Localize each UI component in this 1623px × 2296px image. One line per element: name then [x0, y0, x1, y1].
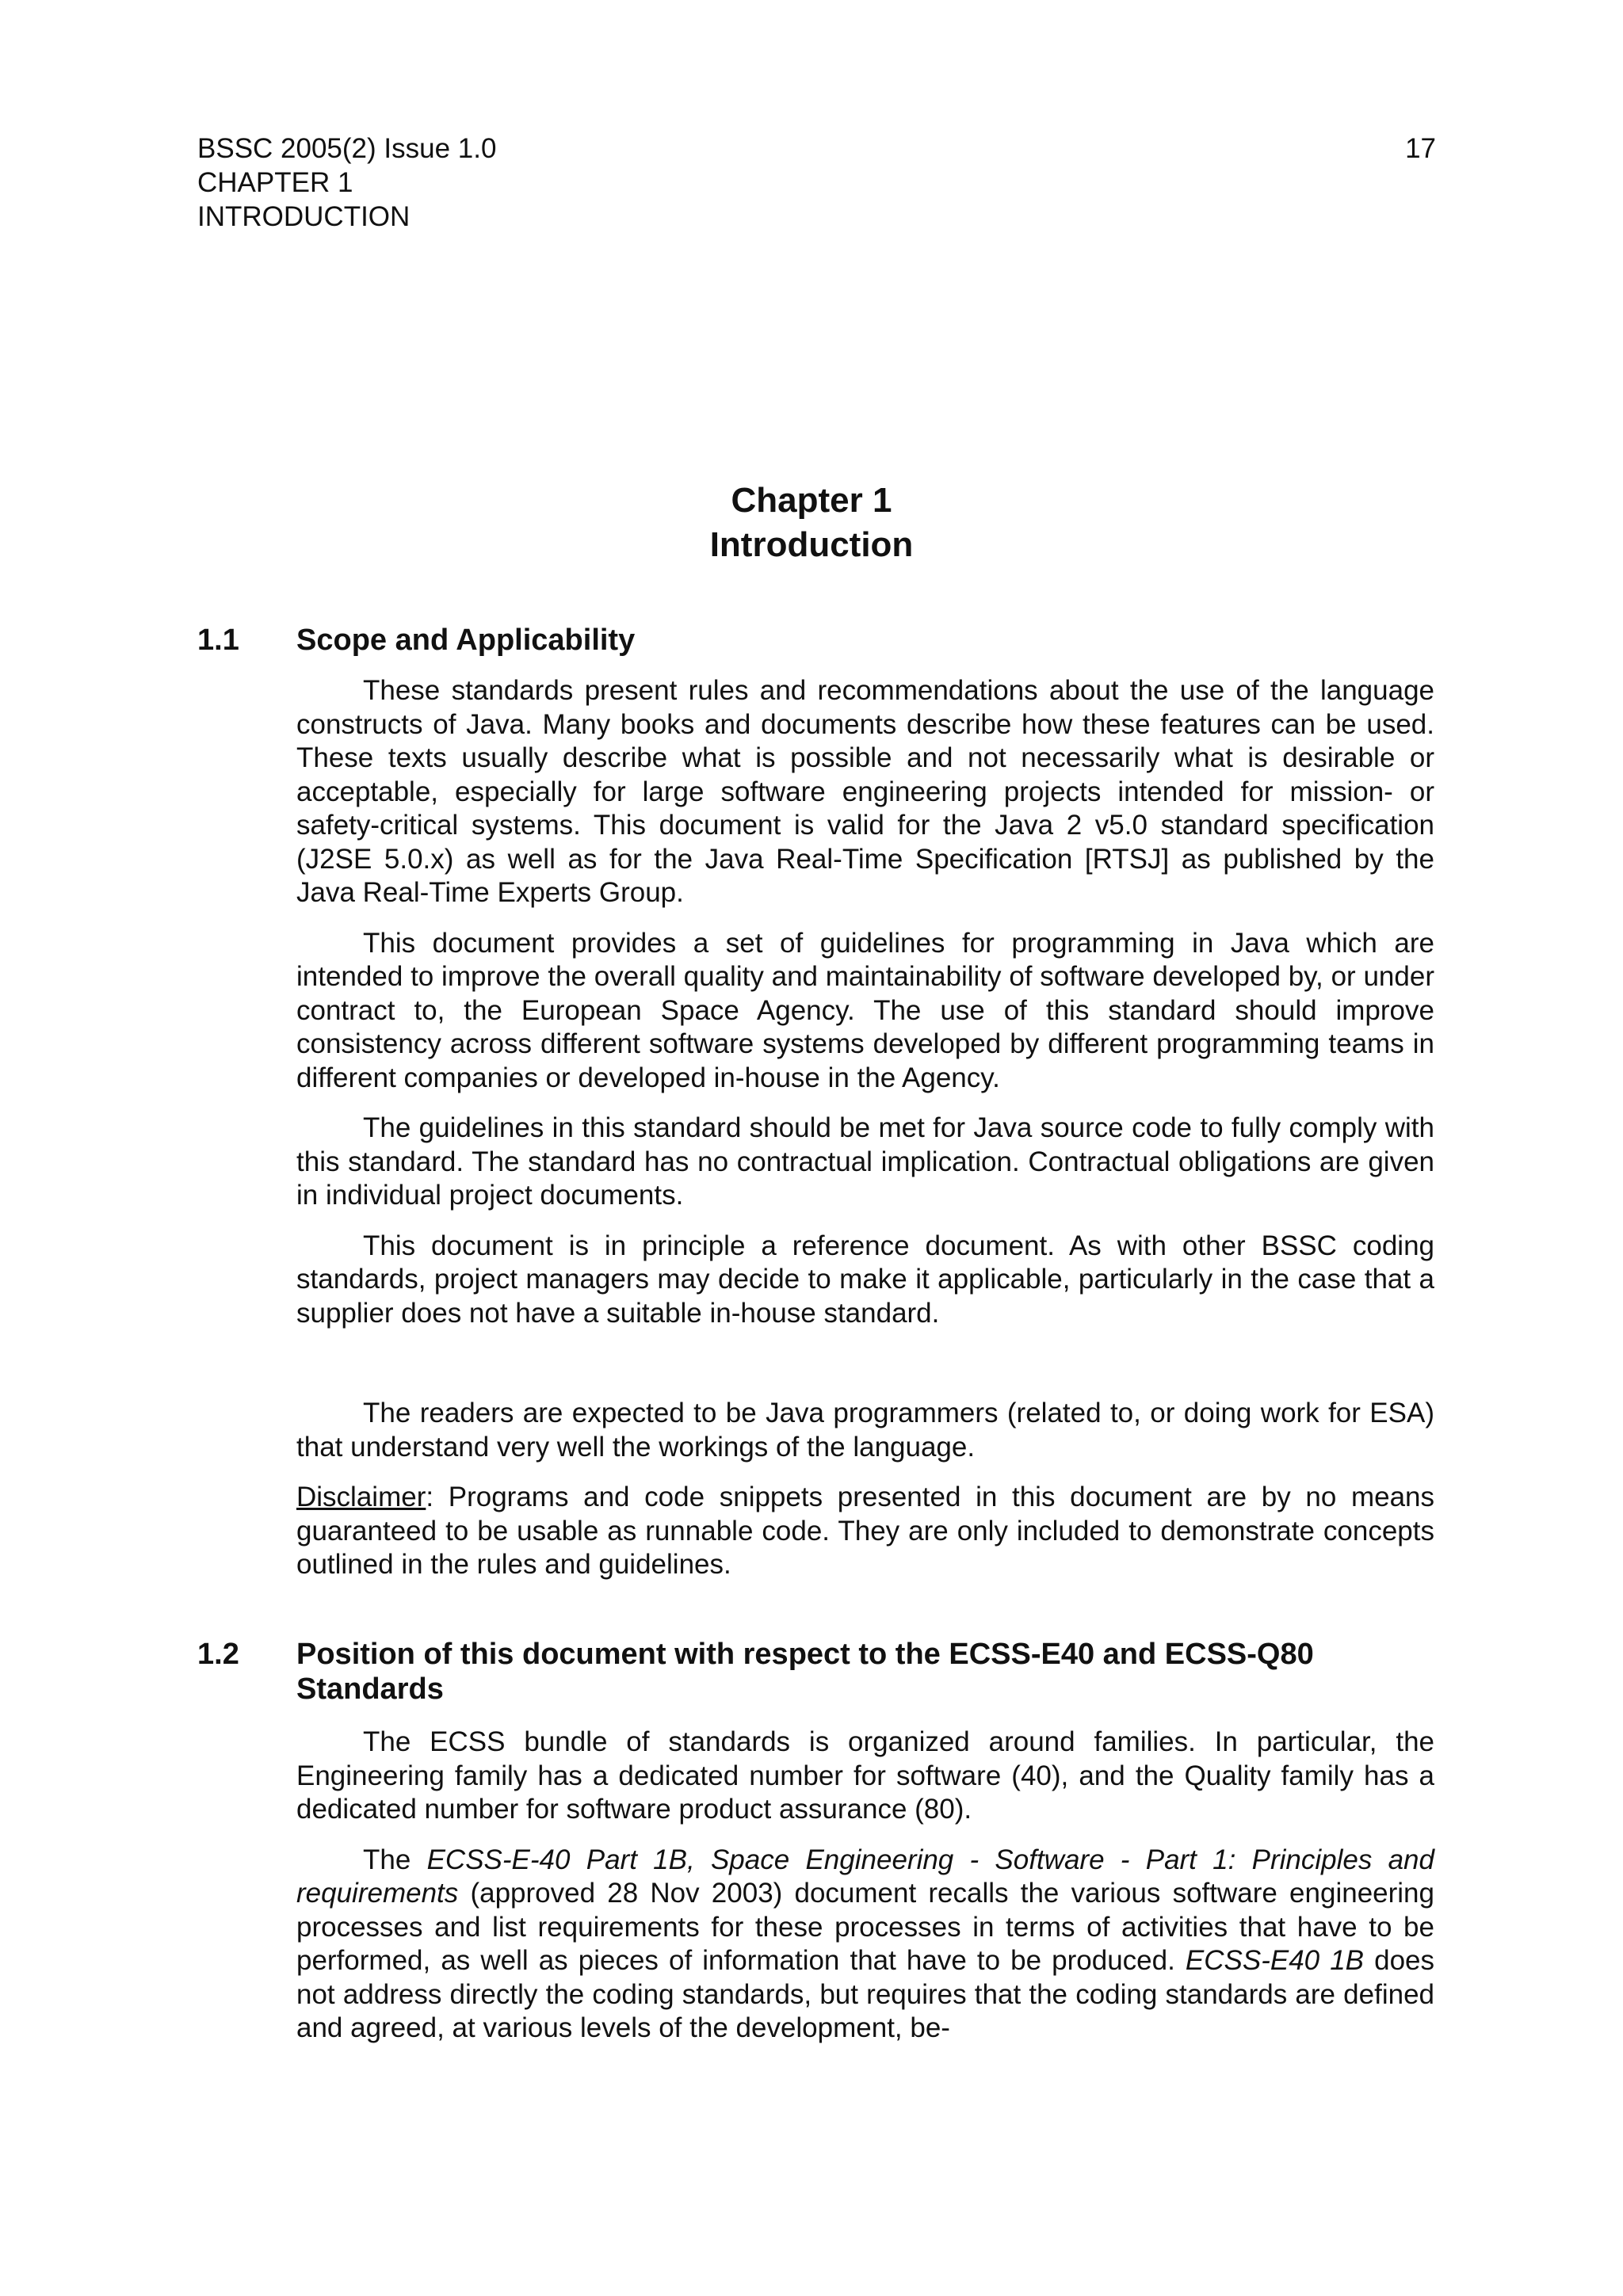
section-title: Scope and Applicability	[296, 624, 636, 657]
paragraph: These standards present rules and recommendations about the use of the language constructs of Java. Many books and documents describe how these features can be used. These texts usually describe what is possible and not necessarily what is desirable or acceptable, especially for large software engineering projects intended for mission- or safety-critical systems. This document is valid for the Java 2 v5.0 standard specification (J2SE 5.0.x) as well as for the Java Real-Time Specification [RTSJ] as published by the Java Real-Time Experts Group.	[296, 675, 1434, 908]
paragraph: This document provides a set of guidelines for programming in Java which are intended to improve the overall quality and maintainability of software developed by, or under contract to, the European Space Agency. The use of this standard should improve consistency across different software systems developed by different programming teams in different companies or developed in-house in the Agency.	[296, 927, 1434, 1093]
document-title-citation: ECSS-E-40 Part 1B, Space Engineering - Software - Part 1: Principles and requirements	[296, 1844, 1434, 1909]
paragraph: The ECSS bundle of standards is organized around families. In particular, the Engineering family has a dedicated number for software (40), and the Quality family has a dedicated number for software product assurance (80).	[296, 1726, 1434, 1825]
header-chapter: CHAPTER 1	[197, 167, 353, 198]
disclaimer-text: : Programs and code snippets presented in this document are by no means guaranteed to be usable as runnable code. They are only included to demonstrate concepts outlined in the rules and guidelines.	[296, 1482, 1434, 1580]
paragraph-text: The	[363, 1844, 427, 1875]
section-1-2-body	[296, 1726, 1434, 2062]
chapter-title-number: Chapter 1	[731, 481, 892, 520]
section-heading-1-2	[197, 1637, 1434, 1707]
running-header	[197, 132, 496, 234]
section-title: Position of this document with respect to the ECSS-E40 and ECSS-Q80 Standards	[296, 1638, 1314, 1706]
paragraph: The readers are expected to be Java programmers (related to, or doing work for ESA) that understand very well the workings of the language.	[296, 1398, 1434, 1463]
chapter-title-name: Introduction	[709, 525, 914, 564]
paragraph-text: does not address directly the coding standards, but requires that the coding standards are defined and agreed, at various levels of the development, be-	[296, 1945, 1434, 2043]
document-short-citation: ECSS-E40 1B	[1185, 1945, 1365, 1976]
disclaimer-label: Disclaimer	[296, 1482, 426, 1512]
chapter-title	[0, 479, 1623, 567]
section-number: 1.1	[197, 624, 239, 657]
section-heading-1-1	[197, 623, 1434, 658]
section-1-1-body	[296, 674, 1434, 1599]
paragraph: The guidelines in this standard should be met for Java source code to fully comply with this standard. The standard has no contractual implication. Contractual obligations are given in individual project documents.	[296, 1112, 1434, 1211]
paragraph-text: (approved 28 Nov 2003) document recalls the various software engineering processes and list requirements for these processes in terms of activities that have to be performed, as well as pieces of information that have to be produced.	[296, 1878, 1434, 1976]
paragraph	[296, 1844, 1434, 2046]
header-doc-id: BSSC 2005(2) Issue 1.0	[197, 133, 497, 164]
paragraph-gap	[296, 1347, 1434, 1397]
header-section: INTRODUCTION	[197, 201, 411, 232]
page-number: 17	[1405, 133, 1436, 164]
section-number: 1.2	[197, 1638, 239, 1671]
paragraph: This document is in principle a reference document. As with other BSSC coding standards, project managers may decide to make it applicable, particularly in the case that a supplier does not have a suitable in-house standard.	[296, 1230, 1434, 1329]
disclaimer	[296, 1481, 1434, 1582]
